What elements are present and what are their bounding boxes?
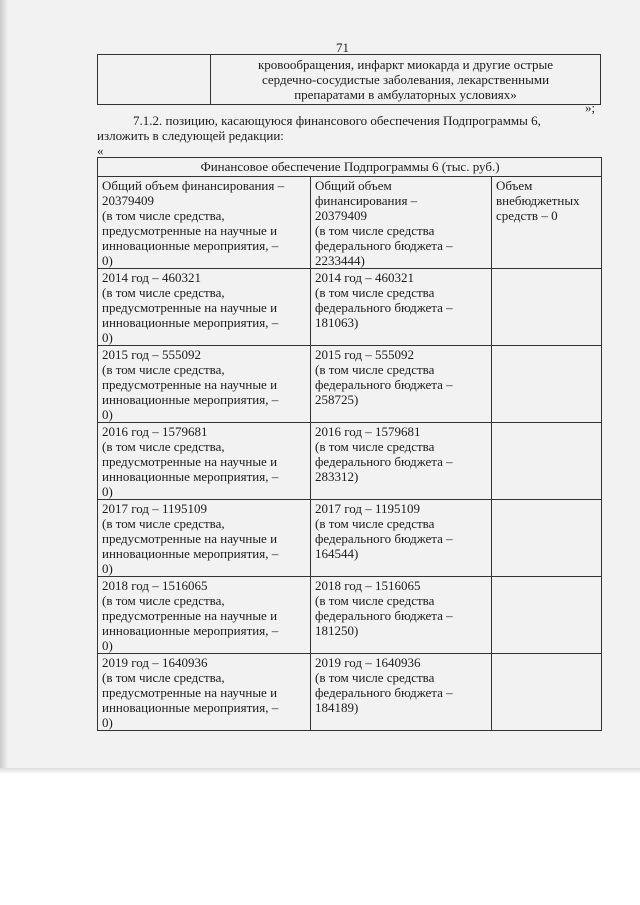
cell-line: 2017 год – 1195109: [102, 501, 208, 516]
summary-federal-cell: [311, 177, 492, 269]
finance-table-year-row: [98, 500, 602, 577]
finance-table-year-row: [98, 269, 602, 346]
year-federal-cell: [311, 269, 492, 346]
year-total-cell: [98, 269, 311, 346]
cell-line: 181063): [315, 315, 359, 330]
cell-line: (в том числе средства,: [102, 593, 225, 608]
cell-line: 258725): [315, 392, 359, 407]
cell-line: (в том числе средства: [315, 285, 435, 300]
cell-line: 2017 год – 1195109: [315, 501, 421, 516]
paragraph-line-1: 7.1.2. позицию, касающуюся финансового обеспечения Подпрограммы 6,: [133, 113, 541, 128]
cell-line: 0): [102, 715, 113, 730]
cell-line: (в том числе средства,: [102, 516, 225, 531]
cell-line: 0): [102, 330, 113, 345]
cell-line: федерального бюджета –: [315, 377, 453, 392]
cell-line: средств – 0: [496, 208, 558, 223]
year-total-cell: [98, 654, 311, 731]
continued-text-line: кровообращения, инфаркт миокарда и другие острые: [257, 57, 554, 72]
cell-line: внебюджетных: [496, 193, 580, 208]
summary-extrabudget-cell: [492, 177, 602, 269]
cell-line: 20379409: [102, 193, 154, 208]
finance-table-year-row: [98, 577, 602, 654]
cell-line: федерального бюджета –: [315, 238, 453, 253]
cell-line: 2019 год – 1640936: [102, 655, 208, 670]
scan-bottom-edge: [0, 768, 640, 774]
cell-line: 181250): [315, 623, 359, 638]
cell-line: федерального бюджета –: [315, 608, 453, 623]
cell-line: финансирования –: [315, 193, 418, 208]
cell-line: (в том числе средства,: [102, 670, 225, 685]
year-extrabudget-cell: [492, 423, 602, 500]
page-number: 71: [336, 40, 349, 55]
cell-line: федерального бюджета –: [315, 685, 453, 700]
cell-line: 2014 год – 460321: [315, 270, 414, 285]
finance-table-year-row: [98, 423, 602, 500]
cell-line: 2016 год – 1579681: [315, 424, 421, 439]
cell-line: 164544): [315, 546, 359, 561]
closing-quote-mark: »;: [585, 100, 596, 115]
year-extrabudget-cell: [492, 654, 602, 731]
cell-line: Общий объем: [315, 178, 392, 193]
finance-table-header: Финансовое обеспечение Подпрограммы 6 (тыс. руб.): [98, 158, 602, 177]
finance-table: [97, 157, 602, 731]
amendment-paragraph: [97, 113, 601, 143]
cell-line: (в том числе средства,: [102, 285, 225, 300]
cell-line: (в том числе средства: [315, 223, 435, 238]
cell-line: Общий объем финансирования –: [102, 178, 285, 193]
cell-line: инновационные мероприятия, –: [102, 546, 279, 561]
year-extrabudget-cell: [492, 346, 602, 423]
finance-table-year-row: [98, 346, 602, 423]
paragraph-line-2: изложить в следующей редакции:: [97, 128, 284, 143]
year-federal-cell: [311, 346, 492, 423]
cell-line: (в том числе средства: [315, 593, 435, 608]
cell-line: 0): [102, 253, 113, 268]
year-extrabudget-cell: [492, 577, 602, 654]
cell-line: 283312): [315, 469, 359, 484]
cell-line: 2016 год – 1579681: [102, 424, 208, 439]
cell-line: 20379409: [315, 208, 367, 223]
cell-line: предусмотренные на научные и: [102, 454, 278, 469]
cell-line: (в том числе средства: [315, 516, 435, 531]
finance-table-summary-row: [98, 177, 602, 269]
cell-line: инновационные мероприятия, –: [102, 469, 279, 484]
cell-line: 2015 год – 555092: [102, 347, 201, 362]
cell-line: предусмотренные на научные и: [102, 685, 278, 700]
continued-table-row: [98, 55, 601, 105]
cell-line: (в том числе средства,: [102, 439, 225, 454]
cell-line: 184189): [315, 700, 359, 715]
finance-table-year-row: [98, 654, 602, 731]
continued-table: [97, 54, 601, 105]
year-federal-cell: [311, 423, 492, 500]
cell-line: 2018 год – 1516065: [315, 578, 421, 593]
cell-line: инновационные мероприятия, –: [102, 392, 279, 407]
cell-line: предусмотренные на научные и: [102, 377, 278, 392]
year-extrabudget-cell: [492, 500, 602, 577]
cell-line: предусмотренные на научные и: [102, 608, 278, 623]
cell-line: инновационные мероприятия, –: [102, 238, 279, 253]
year-federal-cell: [311, 500, 492, 577]
cell-line: 0): [102, 484, 113, 499]
finance-table-header-row: [98, 158, 602, 177]
cell-line: инновационные мероприятия, –: [102, 700, 279, 715]
cell-line: (в том числе средства,: [102, 208, 225, 223]
cell-line: предусмотренные на научные и: [102, 223, 278, 238]
opening-quote-mark: «: [97, 143, 104, 158]
cell-line: 0): [102, 638, 113, 653]
cell-line: 2233444): [315, 253, 365, 268]
cell-line: (в том числе средства,: [102, 362, 225, 377]
cell-line: 2014 год – 460321: [102, 270, 201, 285]
cell-line: федерального бюджета –: [315, 454, 453, 469]
year-federal-cell: [311, 654, 492, 731]
cell-line: (в том числе средства: [315, 670, 435, 685]
cell-line: Объем: [496, 178, 533, 193]
cell-line: 2019 год – 1640936: [315, 655, 421, 670]
year-extrabudget-cell: [492, 269, 602, 346]
cell-line: федерального бюджета –: [315, 531, 453, 546]
year-federal-cell: [311, 577, 492, 654]
continued-table-text-cell: [211, 55, 601, 105]
summary-total-cell: [98, 177, 311, 269]
cell-line: 0): [102, 407, 113, 422]
cell-line: предусмотренные на научные и: [102, 300, 278, 315]
cell-line: 2018 год – 1516065: [102, 578, 208, 593]
year-total-cell: [98, 423, 311, 500]
cell-line: (в том числе средства: [315, 362, 435, 377]
year-total-cell: [98, 500, 311, 577]
cell-line: инновационные мероприятия, –: [102, 623, 279, 638]
finance-table-year-rows: [98, 269, 602, 731]
continued-table-empty-cell: [98, 55, 211, 105]
year-total-cell: [98, 577, 311, 654]
continued-text-line: сердечно-сосудистые заболевания, лекарственными: [261, 72, 550, 87]
cell-line: предусмотренные на научные и: [102, 531, 278, 546]
scan-shadow-left: [0, 0, 8, 772]
year-total-cell: [98, 346, 311, 423]
cell-line: 2015 год – 555092: [315, 347, 414, 362]
cell-line: (в том числе средства: [315, 439, 435, 454]
cell-line: 0): [102, 561, 113, 576]
cell-line: федерального бюджета –: [315, 300, 453, 315]
continued-text-line: препаратами в амбулаторных условиях»: [294, 87, 517, 102]
cell-line: инновационные мероприятия, –: [102, 315, 279, 330]
